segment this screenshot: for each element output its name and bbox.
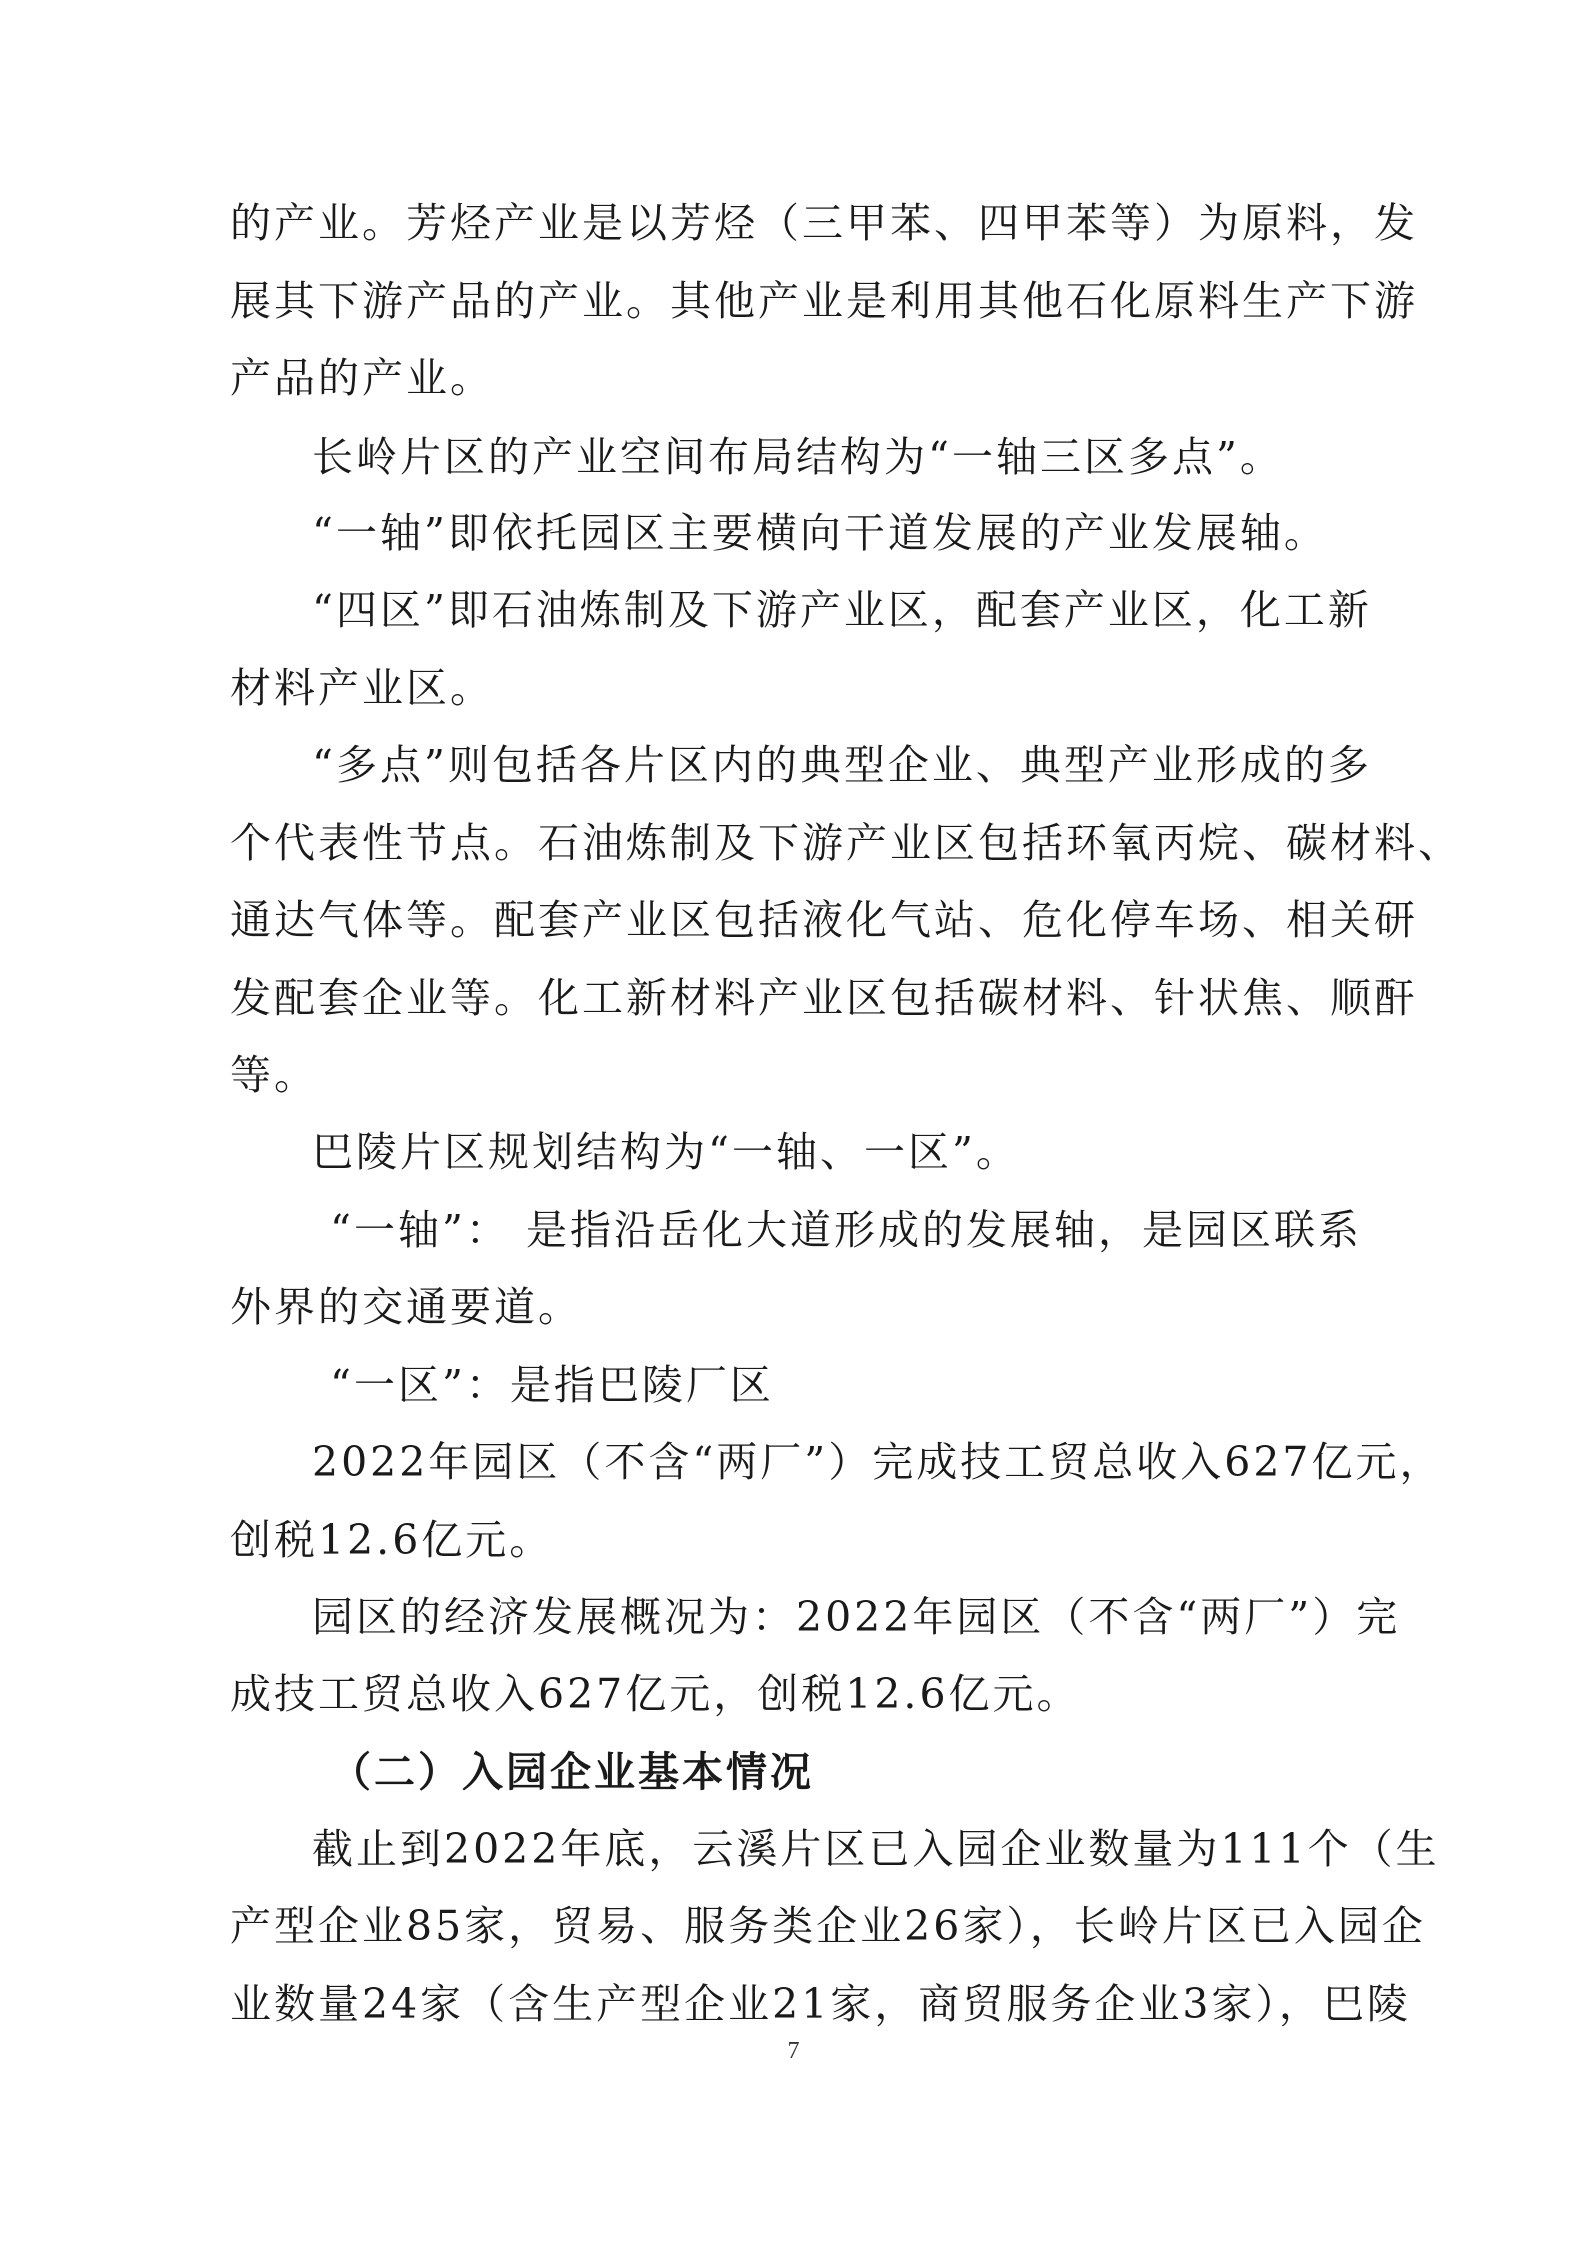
- paragraph-line: 创税12.6亿元。: [230, 1516, 554, 1564]
- paragraph-line: 成技工贸总收入627亿元，创税12.6亿元。: [230, 1670, 1081, 1718]
- paragraph-line: 外界的交通要道。: [230, 1283, 582, 1331]
- section-heading: （二）入园企业基本情况: [330, 1748, 814, 1796]
- paragraph-line: 园区的经济发展概况为：2022年园区（不含“两厂”）完: [312, 1593, 1401, 1641]
- paragraph-line: “一轴”即依托园区主要横向干道发展的产业发展轴。: [312, 509, 1328, 557]
- paragraph-line: 产品的产业。: [230, 354, 494, 402]
- paragraph-line: “多点”则包括各片区内的典型企业、典型产业形成的多: [312, 741, 1372, 789]
- paragraph-line: 业数量24家（含生产型企业21家，商贸服务企业3家），巴陵: [230, 1980, 1411, 2028]
- paragraph-line: 产型企业85家，贸易、服务类企业26家），长岭片区已入园企: [230, 1902, 1426, 1950]
- paragraph-line: “一区”：是指巴陵厂区: [330, 1361, 774, 1409]
- paragraph-line: 2022年园区（不含“两厂”）完成技工贸总收入627亿元，: [312, 1438, 1444, 1486]
- paragraph-line: “四区”即石油炼制及下游产业区，配套产业区，化工新: [312, 586, 1372, 634]
- page-number: 7: [787, 2038, 800, 2064]
- paragraph-line: 等。: [230, 1051, 318, 1099]
- paragraph-line: 材料产业区。: [230, 664, 494, 712]
- paragraph-line: 的产业。芳烃产业是以芳烃（三甲苯、四甲苯等）为原料，发: [230, 199, 1418, 247]
- paragraph-line: “一轴”： 是指沿岳化大道形成的发展轴，是园区联系: [330, 1206, 1362, 1254]
- paragraph-line: 长岭片区的产业空间布局结构为“一轴三区多点”。: [312, 433, 1284, 481]
- paragraph-line: 巴陵片区规划结构为“一轴、一区”。: [312, 1128, 1020, 1176]
- paragraph-line: 通达气体等。配套产业区包括液化气站、危化停车场、相关研: [230, 896, 1418, 944]
- paragraph-line: 截止到2022年底，云溪片区已入园企业数量为111个（生: [312, 1825, 1440, 1873]
- paragraph-line: 展其下游产品的产业。其他产业是利用其他石化原料生产下游: [230, 277, 1418, 325]
- paragraph-line: 个代表性节点。石油炼制及下游产业区包括环氧丙烷、碳材料、: [230, 819, 1462, 867]
- paragraph-line: 发配套企业等。化工新材料产业区包括碳材料、针状焦、顺酐: [230, 974, 1418, 1022]
